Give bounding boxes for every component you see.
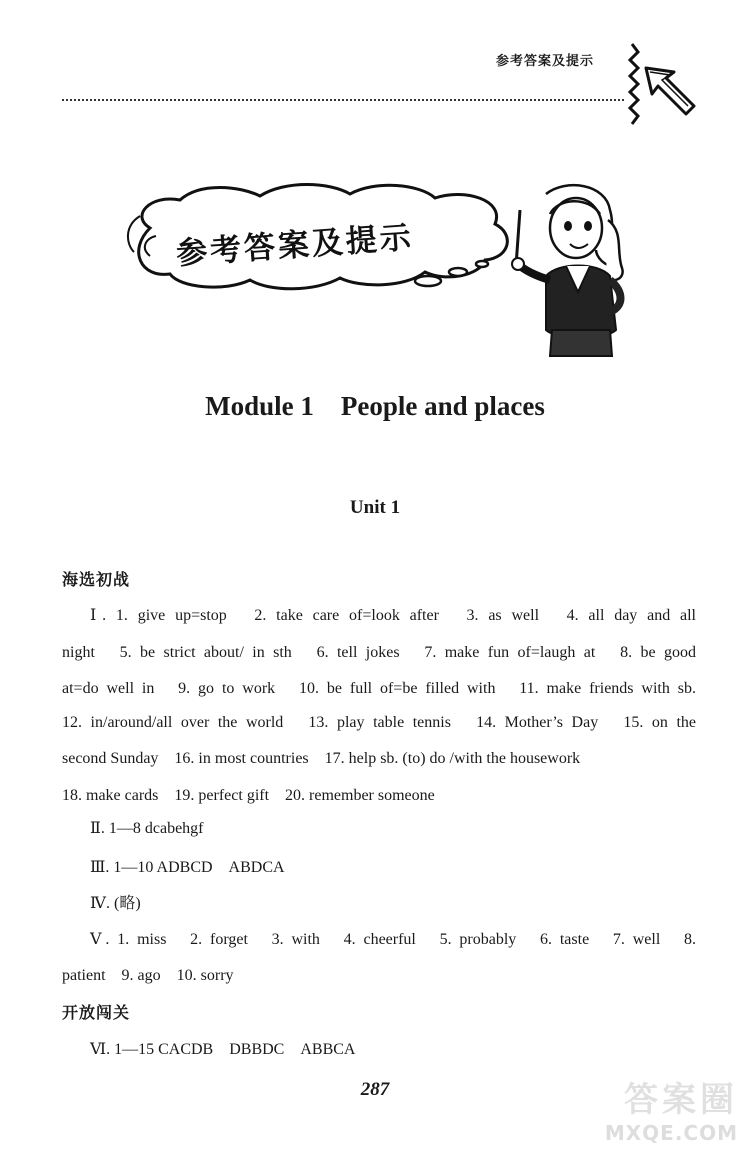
watermark-logo: 答案圈 <box>624 1080 738 1120</box>
section-heading: 海选初战 <box>62 570 131 589</box>
banner-title: 参考答案及提示 <box>174 219 415 272</box>
answer-line: night 5. be strict about/ in sth 6. tell jokes 7. make fun of=laugh at 8. be good <box>62 644 696 661</box>
header-divider <box>62 99 624 101</box>
running-header: 参考答案及提示 <box>496 54 595 69</box>
answer-line: Ⅲ. 1—10 ADBCD ABDCA <box>90 859 285 876</box>
answer-line: Ⅱ. 1—8 dcabehgf <box>90 820 204 837</box>
teacher-illustration <box>506 180 636 358</box>
answer-line: Ⅴ. 1. miss 2. forget 3. with 4. cheerful 5. probably 6. taste 7. well 8. <box>90 931 696 948</box>
answer-line: patient 9. ago 10. sorry <box>62 967 234 984</box>
answer-line: at=do well in 9. go to work 10. be full of=be filled with 11. make friends with sb. <box>62 680 696 697</box>
watermark <box>605 1072 738 1145</box>
page-number: 287 <box>360 1079 390 1100</box>
unit-title: Unit 1 <box>349 497 401 518</box>
answer-line: 18. make cards 19. perfect gift 20. remember someone <box>62 787 435 804</box>
module-title: Module 1 People and places <box>205 391 545 421</box>
answer-line: second Sunday 16. in most countries 17. help sb. (to) do /with the housework <box>62 750 581 767</box>
answer-line: Ⅳ. (略) <box>90 895 141 912</box>
answer-line: Ⅵ. 1—15 CACDB DBBDC ABBCA <box>90 1041 356 1058</box>
watermark-url: MXQE.COM <box>604 1121 738 1145</box>
answer-line: Ⅰ. 1. give up=stop 2. take care of=look after 3. as well 4. all day and all <box>90 607 696 624</box>
arrow-icon <box>622 42 700 128</box>
answer-line: 12. in/around/all over the world 13. play table tennis 14. Mother’s Day 15. on the <box>62 714 696 731</box>
section-heading: 开放闯关 <box>62 1003 131 1022</box>
